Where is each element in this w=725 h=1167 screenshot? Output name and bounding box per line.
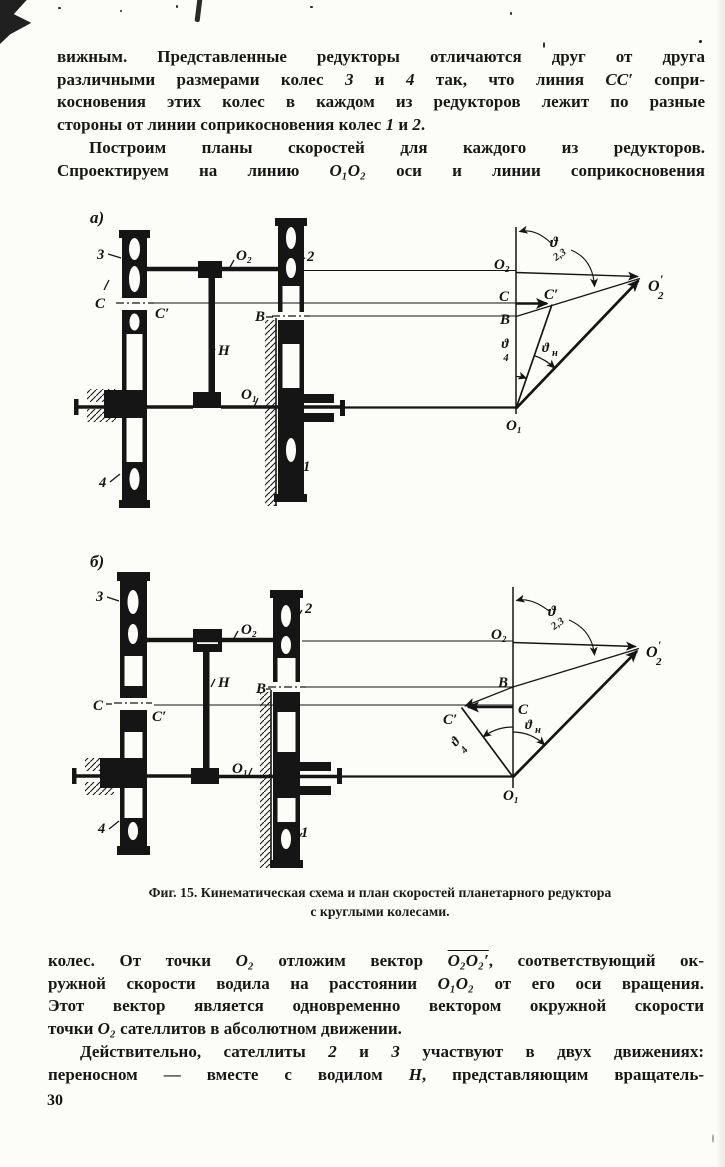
fig-b-label-b: B [256, 681, 267, 697]
fig-a-plan-label-vh-theta: ϑ [542, 340, 550, 355]
figure-caption [55, 884, 705, 921]
fig-a-velocity-plan [516, 227, 640, 414]
fig-b-plan-label-v4-theta: ϑ [446, 733, 463, 749]
fig-b-label-o2: O₂ [241, 622, 258, 638]
fig-b-plan-label-o2-prime-sub: 2 [656, 656, 662, 668]
fig-a-label-carrier-h: H [218, 343, 230, 359]
figure-caption-line2: с круглыми колесами. [310, 903, 450, 919]
fig-b-plan-label-vh-sub: н [535, 725, 541, 736]
fig-b-plan-label-c: C [518, 702, 529, 718]
fig-a-plan-label-c-prime: C′ [544, 287, 559, 303]
fig-b-plan-label-v4-sub: 4 [458, 744, 471, 756]
fig-a-label-o2: O₂ [236, 248, 253, 264]
fig-b-shafts [143, 640, 338, 777]
fig-b-label-o1: O₁ [232, 761, 249, 777]
fig-a-plan-label-v4-sub: 4 [503, 353, 509, 364]
page-number: 30 [47, 1092, 63, 1109]
fig-b-plan-label-vh-theta: ϑ [525, 717, 533, 732]
text-line: косновения этих колес в каждом из редукторов лежит по разные [57, 92, 705, 112]
fig-a-plan-label-o1: O₁ [505, 418, 523, 434]
fig-a-carrier [193, 261, 222, 408]
paragraph-bottom [48, 950, 704, 1086]
fig-a-plan-label-o2: O₂ [493, 257, 510, 273]
fig-b-labels [90, 552, 662, 841]
fig-a-panel-label: а) [90, 208, 105, 227]
text-line: колес. От точки O₂ отложим вектор O₂O₂′, соответствующий ок- [48, 951, 705, 970]
text-line: Действительно, сателлиты 2 и 3 участвуют в двух движениях: [80, 1041, 704, 1061]
fig-b-label-carrier-h: H [218, 675, 230, 691]
fig-a-label-wheel-2: 2 [307, 249, 315, 265]
fig-a-axis-lines [154, 271, 516, 408]
fig-b-fixed-wall-hatch [260, 690, 271, 868]
fig-b-plan-label-v23-theta: ϑ [548, 604, 556, 620]
fig-b-label-wheel-3: 3 [96, 589, 104, 605]
text-line: точки O₂ сателлитов в абсолютном движении. [48, 1019, 402, 1039]
text-line: ружной скорости водила на расстоянии O₁O₂ от его оси вращения. [48, 973, 704, 993]
text-line: Построим планы скоростей для каждого из редукторов. [89, 137, 705, 157]
fig-a-plan-label-v23-theta: ϑ [550, 235, 558, 251]
fig-b-label-wheel-4: 4 [98, 821, 106, 837]
fig-a-plan-label-o2-prime-sub: 2 [658, 290, 664, 302]
fig-a-label-wheel-4: 4 [99, 475, 107, 491]
text-line: переносном — вместе с водилом H, представляющим вращатель- [48, 1064, 704, 1084]
figure-caption-line1: Фиг. 15. Кинематическая схема и план скоростей планетарного редуктора [148, 885, 612, 900]
fig-b-plan-label-o2: O₂ [490, 627, 507, 643]
text-line: Спроектируем на линию O₁O₂ оси и линии соприкосновения [57, 160, 705, 180]
fig-b-plan-label-o2-prime-mark: ′ [658, 638, 662, 652]
fig-b-plan-label-c-prime: C′ [443, 712, 458, 728]
fig-b-label-wheel-1: 1 [301, 825, 309, 841]
text-line: стороны от линии соприкосновения колес 1 и 2. [57, 115, 426, 135]
fig-a-label-c: C [95, 296, 106, 312]
fig-a-label-wheel-1: 1 [303, 459, 311, 475]
fig-a-plan-label-vh-sub: н [552, 348, 558, 359]
fig-a-label-c-prime: C′ [155, 306, 170, 322]
text-line: различными размерами колес 3 и 4 так, что линия CC′ сопри- [57, 69, 705, 89]
fig-a-labels [90, 208, 664, 491]
fig-a-plan-label-v4-theta: ϑ [501, 336, 509, 351]
fig-b-plan-label-o1: O₁ [502, 788, 520, 804]
text-line: Этот вектор является одновременно вектором окружной скорости [48, 996, 704, 1016]
fig-a [74, 208, 664, 508]
fig-a-label-o1: O₁ [241, 387, 258, 403]
fig-a-plan-label-o2-prime-main: O [648, 278, 660, 295]
fig-a-wheel-3-4 [104, 230, 154, 508]
fig-b-plan-label-o2-prime-main: O [646, 644, 658, 661]
fig-b-label-c-prime: C′ [152, 709, 167, 725]
fig-a-label-b: B [255, 309, 266, 325]
fig-b-label-c: C [93, 698, 104, 714]
fig-b-wheel-3-4 [100, 572, 152, 855]
fig-b-plan-label-v23-sub: 2,3 [549, 615, 567, 633]
fig-b-carrier [191, 629, 222, 784]
fig-b [72, 552, 662, 868]
fig-a-fixed-wall-hatch [265, 318, 276, 506]
fig-a-plan-label-b: B [499, 312, 510, 328]
fig-a-plan-label-o2-prime-mark: ′ [660, 272, 664, 286]
fig-a-plan-label-c: C [498, 289, 509, 305]
fig-a-label-wheel-3: 3 [97, 247, 105, 263]
text-line: вижным. Представленные редукторы отличаются друг от друга [57, 47, 705, 66]
fig-b-panel-label: б) [90, 552, 105, 571]
fig-a-plan-label-v23-sub: 2,3 [551, 246, 569, 264]
fig-b-label-wheel-2: 2 [305, 601, 313, 617]
fig-b-plan-label-b: B [497, 675, 508, 691]
